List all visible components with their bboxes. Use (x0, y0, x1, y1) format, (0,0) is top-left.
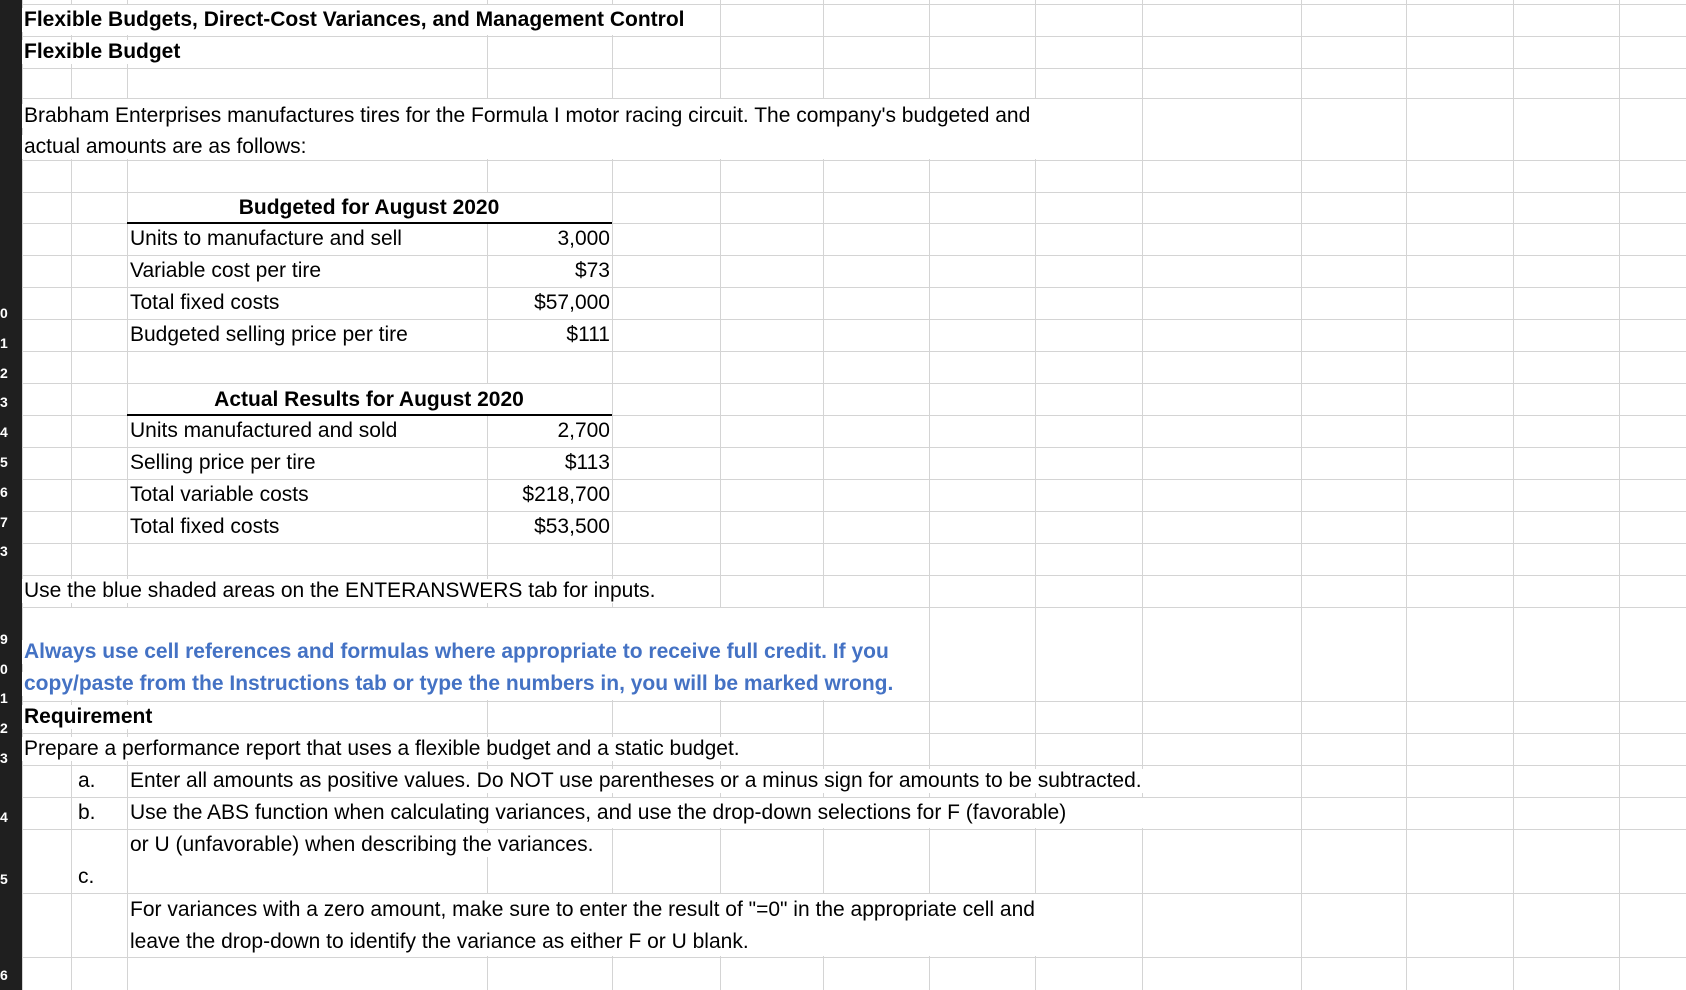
actual-row-label[interactable]: Total fixed costs (130, 515, 280, 538)
row-number[interactable]: 6 (0, 968, 8, 982)
gridline (22, 701, 1686, 702)
budget-row-value[interactable]: $73 (488, 259, 612, 283)
actual-row-label[interactable]: Total variable costs (130, 483, 309, 506)
budget-row-value[interactable]: 3,000 (488, 227, 612, 251)
row-number[interactable]: 4 (0, 425, 8, 439)
header-underline (127, 414, 612, 416)
warning-text[interactable]: copy/paste from the Instructions tab or type the numbers in, you will be marked wrong. (24, 672, 894, 695)
budget-row-label[interactable]: Units to manufacture and sell (130, 227, 402, 250)
row-number[interactable]: 1 (0, 336, 8, 350)
gridline (22, 68, 1686, 69)
gridline (1513, 0, 1514, 990)
gridline (22, 575, 1686, 576)
item-marker[interactable]: a. (78, 769, 96, 792)
row-number[interactable]: 2 (0, 721, 8, 735)
actual-row-value[interactable]: $218,700 (488, 483, 612, 507)
row-number[interactable]: 0 (0, 662, 8, 676)
gridline (22, 319, 1686, 320)
actual-row-value[interactable]: $53,500 (488, 515, 612, 539)
actual-table-header[interactable]: Actual Results for August 2020 (128, 388, 610, 412)
budget-row-label[interactable]: Budgeted selling price per tire (130, 323, 408, 346)
gridline (22, 36, 1686, 37)
gridline (22, 733, 1686, 734)
item-text[interactable]: Enter all amounts as positive values. Do NOT use parentheses or a minus sign for amounts to be subtracted. (130, 769, 1142, 792)
row-number[interactable]: 7 (0, 515, 8, 529)
gridline (22, 957, 1686, 958)
item-text[interactable]: or U (unfavorable) when describing the variances. (130, 833, 594, 856)
gridline (1406, 0, 1407, 990)
row-number[interactable]: 6 (0, 485, 8, 499)
gridline (22, 160, 1686, 161)
item-text[interactable]: For variances with a zero amount, make sure to enter the result of "=0" in the appropriate cell and (130, 898, 1035, 921)
budget-row-label[interactable]: Variable cost per tire (130, 259, 322, 282)
sheet-title[interactable]: Flexible Budgets, Direct-Cost Variances, and Management Control (24, 8, 685, 31)
row-number[interactable]: 1 (0, 691, 8, 705)
header-underline (127, 222, 612, 224)
budget-row-value[interactable]: $111 (488, 323, 612, 347)
gridline (1142, 0, 1143, 990)
budget-row-value[interactable]: $57,000 (488, 291, 612, 315)
row-number[interactable]: 5 (0, 455, 8, 469)
sheet-subtitle[interactable]: Flexible Budget (24, 40, 181, 63)
row-number[interactable]: 9 (0, 632, 8, 646)
row-number[interactable]: 4 (0, 810, 8, 824)
actual-row-label[interactable]: Selling price per tire (130, 451, 316, 474)
item-marker[interactable]: b. (78, 801, 96, 824)
warning-text[interactable]: Always use cell references and formulas where appropriate to receive full credit. If you (24, 640, 889, 663)
actual-row-value[interactable]: 2,700 (488, 419, 612, 443)
instruction-note[interactable]: Use the blue shaded areas on the ENTERANSWERS tab for inputs. (24, 579, 656, 602)
gridline (22, 543, 1686, 544)
item-marker[interactable]: c. (78, 865, 95, 888)
gridline (22, 447, 1686, 448)
item-text[interactable]: Use the ABS function when calculating variances, and use the drop-down selections for F (favorable) (130, 801, 1067, 824)
row-number[interactable]: 3 (0, 544, 8, 558)
row-number[interactable]: 0 (0, 306, 8, 320)
row-number[interactable]: 2 (0, 366, 8, 380)
gridline (1619, 0, 1620, 990)
gridline (22, 255, 1686, 256)
budget-row-label[interactable]: Total fixed costs (130, 291, 280, 314)
row-number[interactable]: 3 (0, 395, 8, 409)
gridline (22, 765, 1686, 766)
actual-row-value[interactable]: $113 (488, 451, 612, 475)
gridline (22, 511, 1686, 512)
gridline (22, 479, 1686, 480)
gridline (22, 287, 1686, 288)
intro-text[interactable]: actual amounts are as follows: (24, 135, 307, 158)
actual-row-label[interactable]: Units manufactured and sold (130, 419, 398, 442)
gridline (22, 351, 1686, 352)
item-text[interactable]: leave the drop-down to identify the variance as either F or U blank. (130, 930, 749, 953)
requirement-text[interactable]: Prepare a performance report that uses a flexible budget and a static budget. (24, 737, 740, 760)
requirement-heading[interactable]: Requirement (24, 705, 153, 728)
budget-table-header[interactable]: Budgeted for August 2020 (128, 196, 610, 220)
row-number[interactable]: 3 (0, 751, 8, 765)
row-number[interactable]: 5 (0, 872, 8, 886)
intro-text[interactable]: Brabham Enterprises manufactures tires for the Formula I motor racing circuit. The company's budgeted and (24, 104, 1031, 127)
gridline (22, 829, 1686, 830)
gridline (1301, 0, 1302, 990)
